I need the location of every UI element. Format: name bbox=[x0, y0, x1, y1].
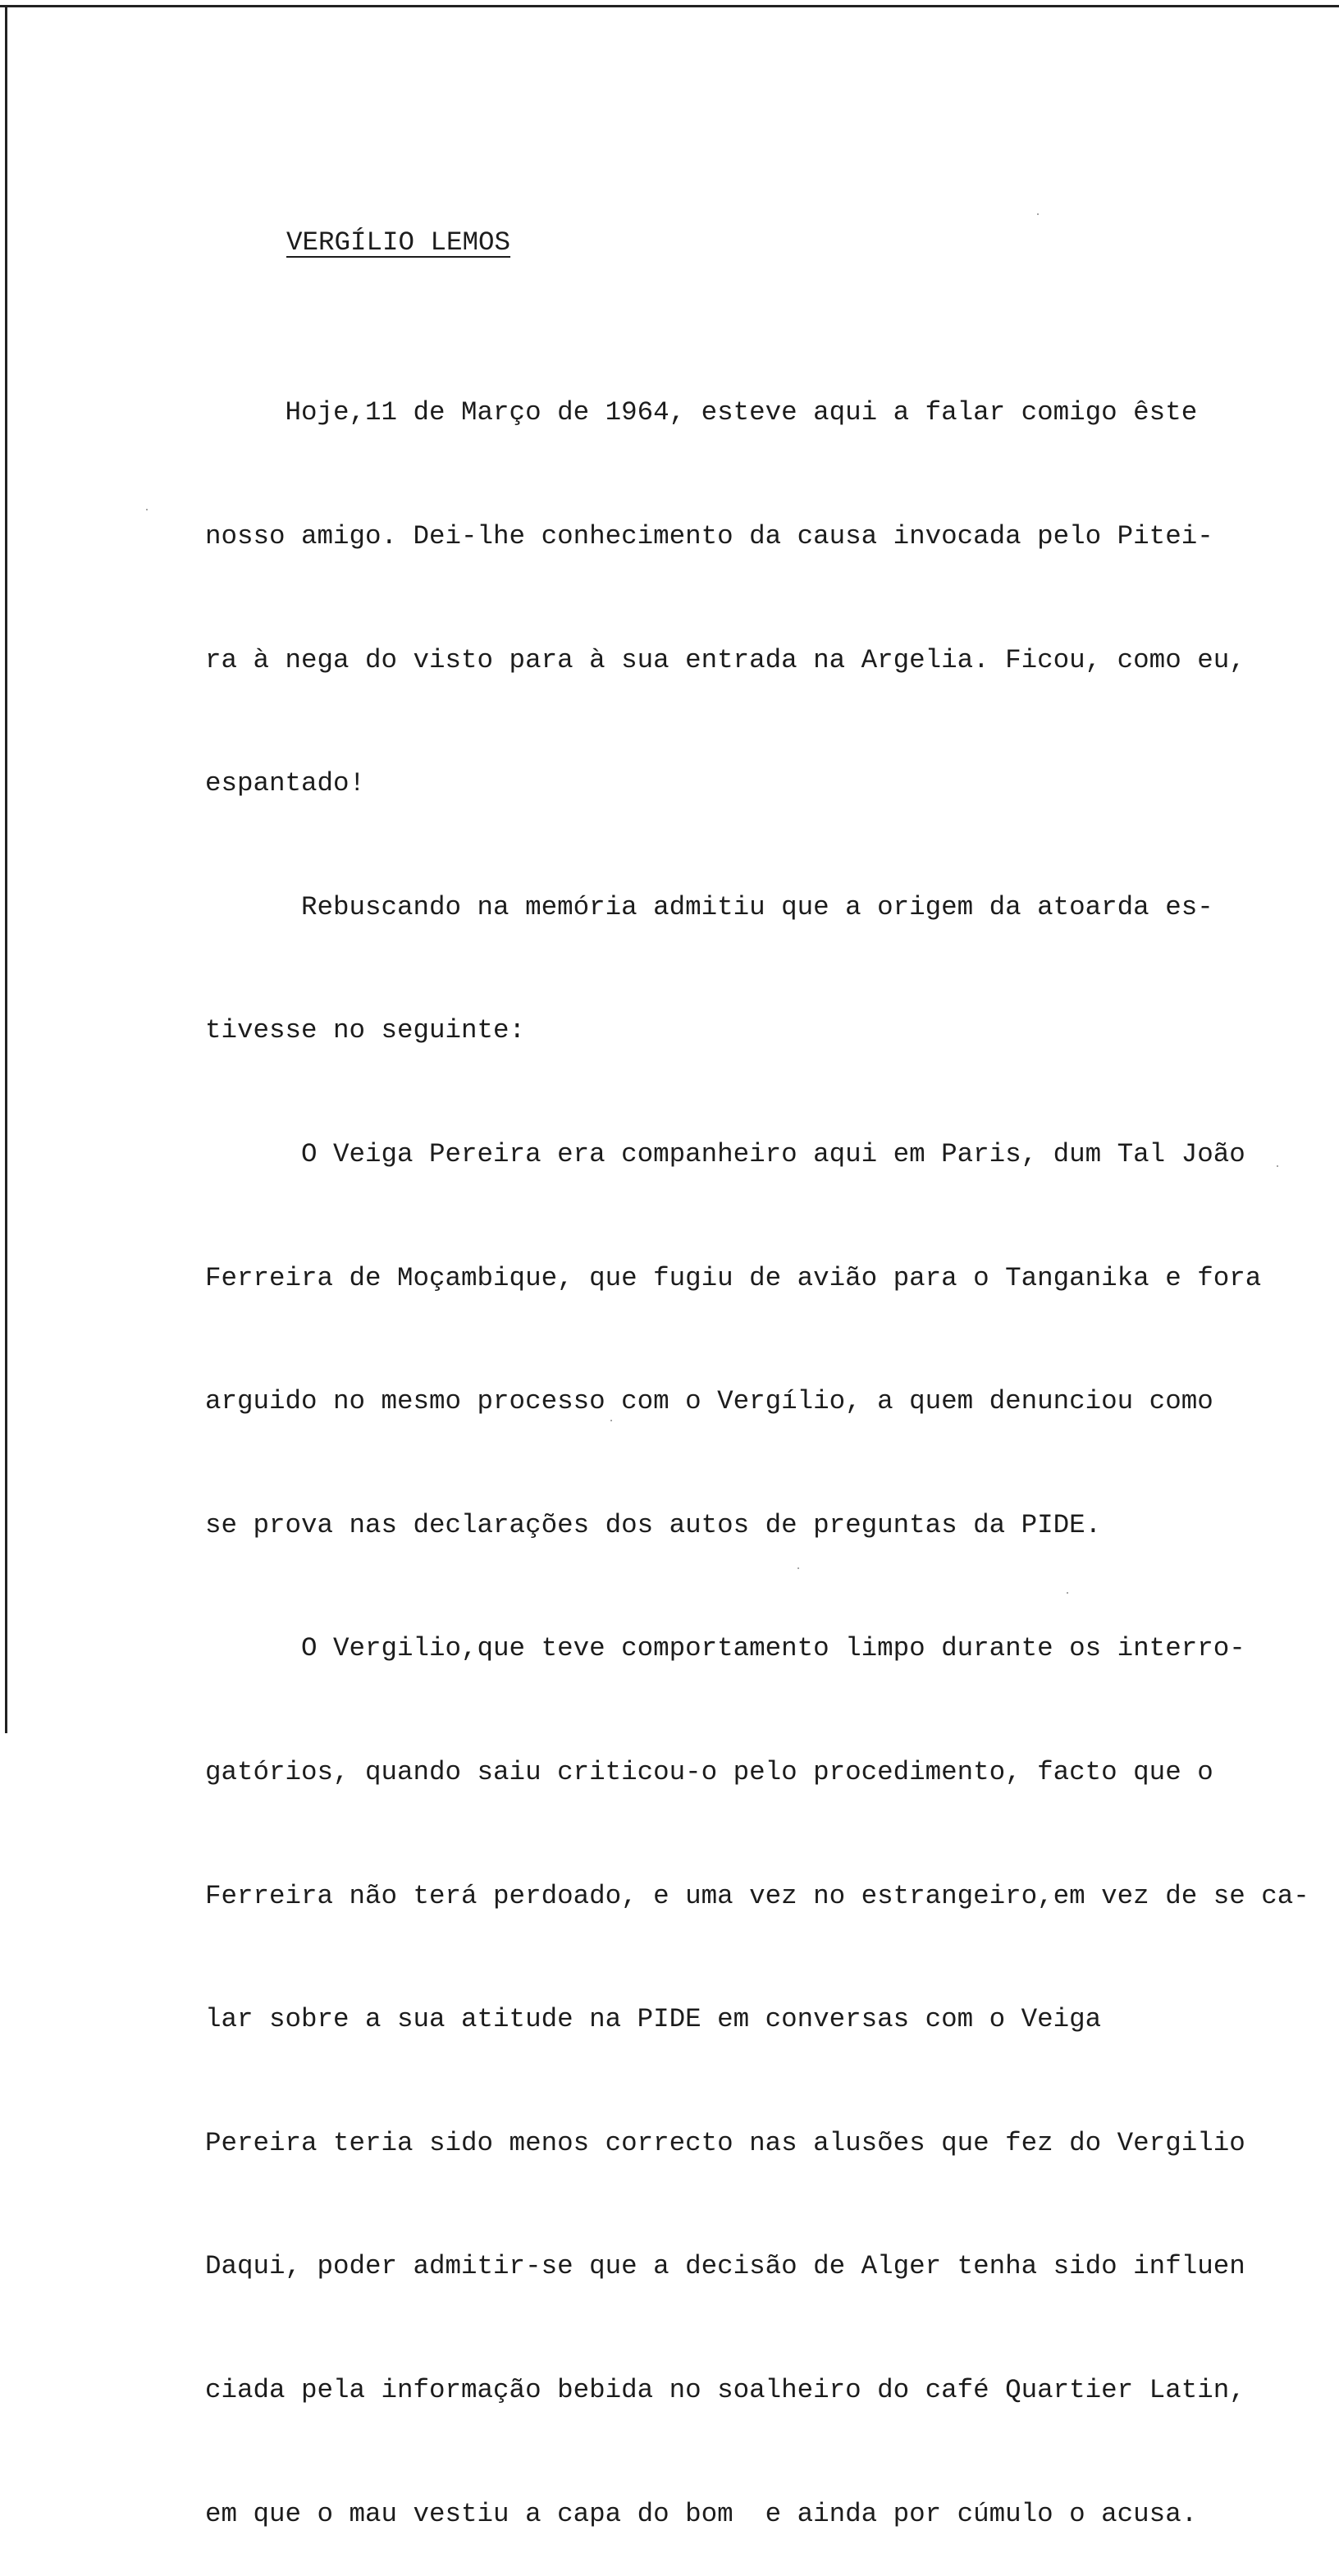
body-line: gatórios, quando saiu criticou-o pelo procedimento, facto que o bbox=[205, 1756, 1213, 1787]
body-line: arguido no mesmo processo com o Vergílio, a quem denunciou como bbox=[205, 1386, 1213, 1417]
paper-speck bbox=[797, 1567, 799, 1569]
paper-speck bbox=[1277, 1165, 1278, 1167]
document-title: VERGÍLIO LEMOS bbox=[286, 227, 511, 258]
body-line: O Vergilio,que teve comportamento limpo durante os interro- bbox=[205, 1633, 1245, 1664]
body-line: em que o mau vestiu a capa do bom e ainda por cúmulo o acusa. bbox=[205, 2498, 1198, 2529]
body-line: Ferreira não terá perdoado, e uma vez no estrangeiro,em vez de se ca- bbox=[205, 1880, 1309, 1911]
body-line: nosso amigo. Dei-lhe conhecimento da causa invocada pelo Pitei- bbox=[205, 521, 1213, 551]
document-body bbox=[205, 310, 1309, 2576]
body-line: Daqui, poder admitir-se que a decisão de Alger tenha sido influen bbox=[205, 2251, 1245, 2282]
body-line: Pereira teria sido menos correcto nas alusões que fez do Vergilio bbox=[205, 2127, 1245, 2158]
body-line: ra à nega do visto para à sua entrada na Argelia. Ficou, como eu, bbox=[205, 644, 1245, 675]
body-line: ciada pela informação bebida no soalheiro do café Quartier Latin, bbox=[205, 2374, 1245, 2405]
body-line: O Veiga Pereira era companheiro aqui em Paris, dum Tal João bbox=[205, 1138, 1245, 1169]
page-border-left bbox=[5, 5, 7, 1733]
body-line: Ferreira de Moçambique, que fugiu de avião para o Tanganika e fora bbox=[205, 1262, 1262, 1293]
page-border-top bbox=[0, 5, 1339, 7]
body-line: se prova nas declarações dos autos de preguntas da PIDE. bbox=[205, 1509, 1102, 1540]
body-line: Rebuscando na memória admitiu que a origem da atoarda es- bbox=[205, 891, 1213, 922]
body-line: Hoje,11 de Março de 1964, esteve aqui a falar comigo êste bbox=[205, 397, 1198, 428]
paper-speck bbox=[1037, 213, 1039, 215]
paper-speck bbox=[1067, 1592, 1068, 1594]
body-line: lar sobre a sua atitude na PIDE em conversas com o Veiga bbox=[205, 2004, 1102, 2035]
body-line: espantado! bbox=[205, 768, 366, 799]
body-line: tivesse no seguinte: bbox=[205, 1015, 526, 1046]
paper-speck bbox=[146, 509, 148, 510]
paper-speck bbox=[610, 1420, 612, 1421]
